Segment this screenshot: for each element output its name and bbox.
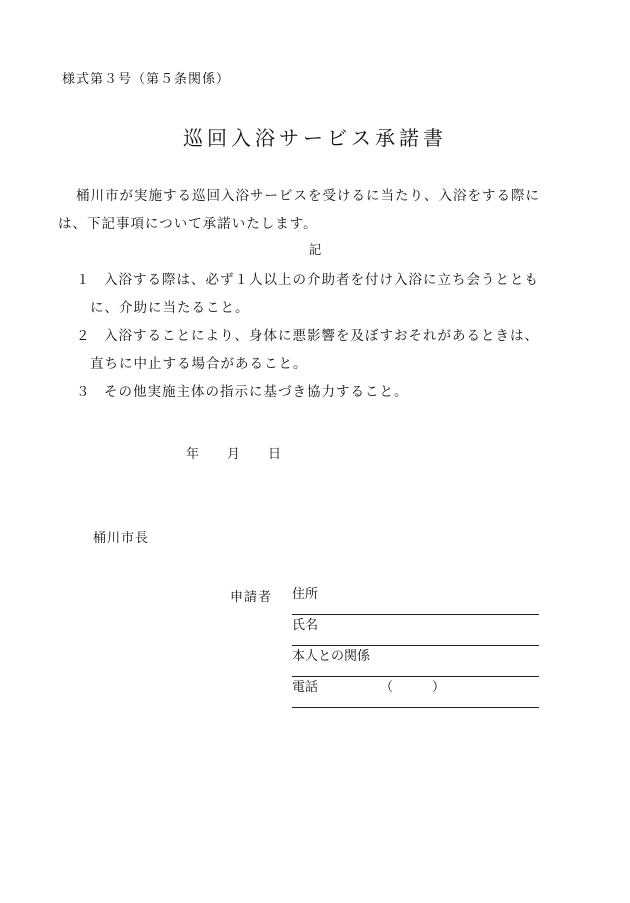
date-month-label: 月 bbox=[227, 447, 241, 462]
ki-heading: 記 bbox=[308, 242, 322, 257]
name-label: 氏名 bbox=[292, 618, 319, 633]
document-title: 巡回入浴サービス承諾書 bbox=[183, 126, 447, 150]
list-item bbox=[76, 322, 586, 350]
phone-paren-open: （ bbox=[380, 680, 394, 695]
item-text: その他実施主体の指示に基づき協力すること。 bbox=[104, 384, 409, 400]
intro-paragraph bbox=[58, 182, 582, 238]
item-number: ３ bbox=[76, 384, 91, 400]
applicant-label: 申請者 bbox=[230, 590, 273, 605]
item-text: 入浴することにより、身体に悪影響を及ぼすおそれがあるときは、 bbox=[104, 328, 539, 344]
list-item bbox=[76, 378, 586, 406]
form-number: 様式第３号（第５条関係） bbox=[62, 72, 231, 87]
item-text: 入浴する際は、必ず１人以上の介助者を付け入浴に立ち会うととも bbox=[104, 272, 539, 288]
list-item bbox=[76, 266, 586, 294]
date-line bbox=[186, 443, 281, 462]
relation-field[interactable] bbox=[292, 648, 539, 677]
item-number: ２ bbox=[76, 328, 91, 344]
phone-label: 電話 bbox=[292, 680, 319, 695]
addressee: 桶川市長 bbox=[93, 531, 150, 546]
relation-label: 本人との関係 bbox=[292, 649, 371, 664]
name-field[interactable] bbox=[292, 617, 539, 646]
phone-field[interactable] bbox=[292, 679, 539, 708]
applicant-fields bbox=[292, 586, 539, 708]
item-text-continued: に、介助に当たること。 bbox=[90, 300, 250, 316]
date-year-label: 年 bbox=[186, 447, 200, 462]
address-field[interactable] bbox=[292, 586, 539, 615]
item-text-continued: 直ちに中止する場合があること。 bbox=[90, 356, 308, 372]
intro-line-2: は、下記事項について承諾いたします。 bbox=[58, 216, 318, 232]
item-number: １ bbox=[76, 272, 91, 288]
address-label: 住所 bbox=[292, 587, 319, 602]
date-day-label: 日 bbox=[268, 447, 282, 462]
intro-line-1: 桶川市が実施する巡回入浴サービスを受けるに当たり、入浴をする際に bbox=[76, 188, 540, 204]
phone-paren-close: ） bbox=[432, 680, 446, 695]
consent-items bbox=[76, 266, 586, 406]
